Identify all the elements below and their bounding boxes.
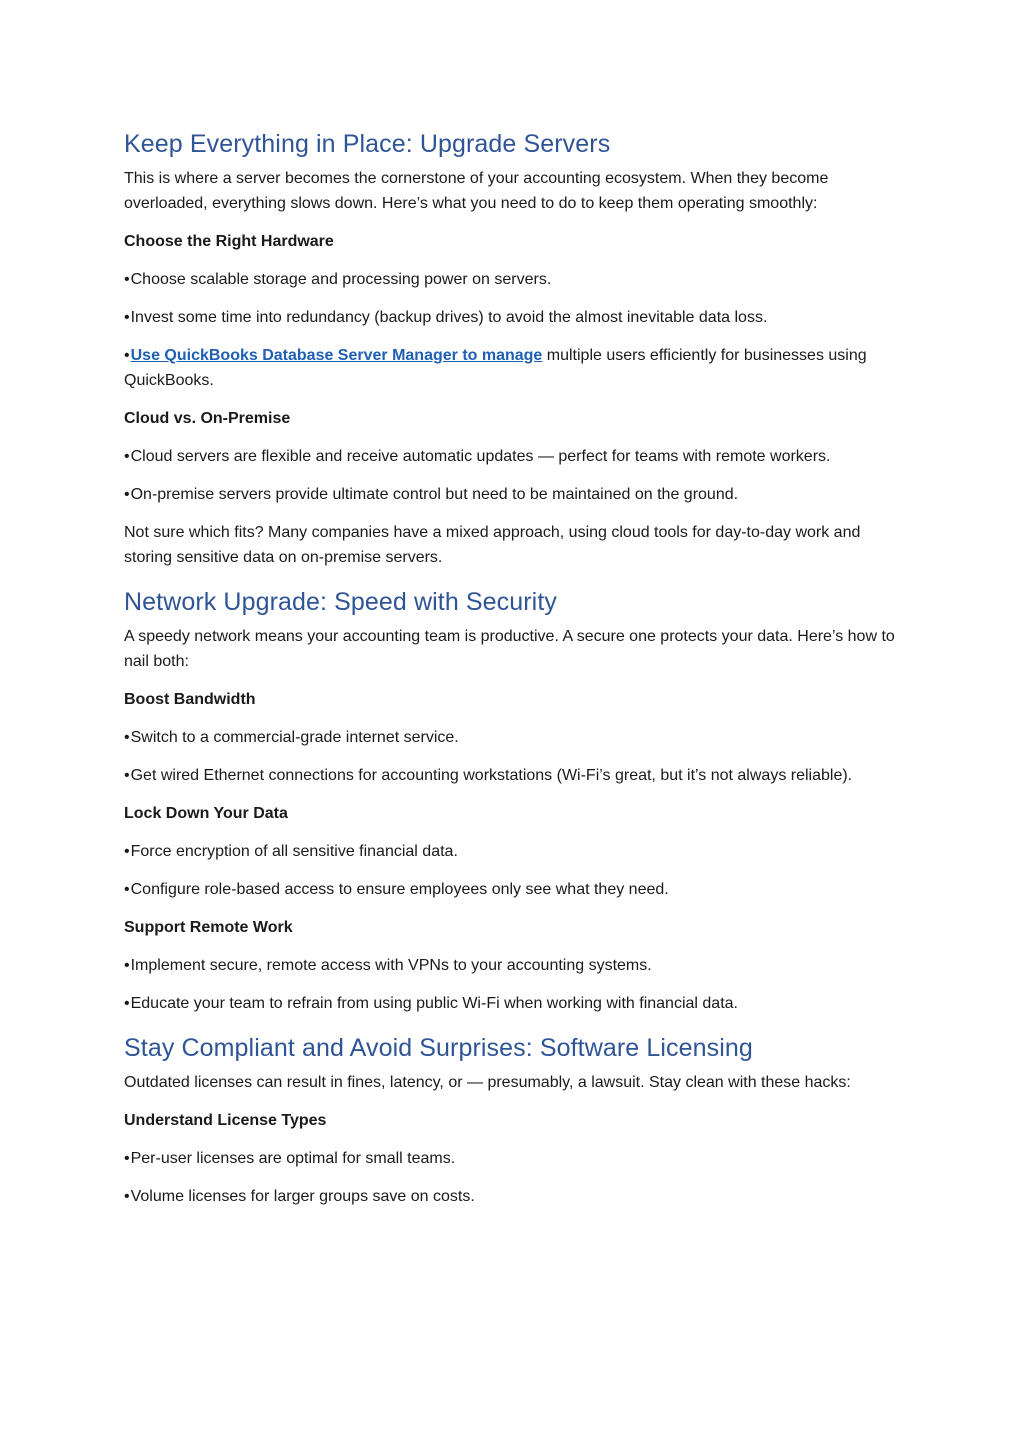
bullet-item: • Get wired Ethernet connections for accounting workstations (Wi-Fi’s great, but it’s not always reliable). bbox=[124, 763, 904, 788]
bullet-item: • Per-user licenses are optimal for small teams. bbox=[124, 1146, 904, 1171]
section-heading: Stay Compliant and Avoid Surprises: Software Licensing bbox=[124, 1034, 753, 1062]
quickbooks-database-server-manager-link[interactable]: Use QuickBooks Database Server Manager to manage bbox=[130, 347, 543, 364]
subheading: Lock Down Your Data bbox=[124, 805, 288, 822]
section-intro: This is where a server becomes the cornerstone of your accounting ecosystem. When they become overloaded, everything slows down. Here’s what you need to do to keep them operating smoothly: bbox=[124, 170, 829, 212]
bullet-item: • Cloud servers are flexible and receive automatic updates — perfect for teams with remote workers. bbox=[124, 444, 904, 469]
bullet-item: • Implement secure, remote access with VPNs to your accounting systems. bbox=[124, 953, 904, 978]
bullet-item-with-link bbox=[124, 343, 904, 393]
document-page bbox=[124, 128, 904, 1222]
section-network-upgrade bbox=[124, 586, 904, 1016]
subheading: Support Remote Work bbox=[124, 919, 293, 936]
section-upgrade-servers bbox=[124, 128, 904, 570]
bullet-item: • On-premise servers provide ultimate control but need to be maintained on the ground. bbox=[124, 482, 904, 507]
subheading: Cloud vs. On-Premise bbox=[124, 410, 291, 427]
bullet-item: • Invest some time into redundancy (backup drives) to avoid the almost inevitable data loss. bbox=[124, 305, 904, 330]
bullet-item: • Switch to a commercial-grade internet service. bbox=[124, 725, 904, 750]
section-intro: A speedy network means your accounting team is productive. A secure one protects your data. Here’s how to nail both: bbox=[124, 628, 895, 670]
subheading: Boost Bandwidth bbox=[124, 691, 256, 708]
section-intro: Outdated licenses can result in fines, latency, or — presumably, a lawsuit. Stay clean with these hacks: bbox=[124, 1074, 851, 1091]
section-software-licensing bbox=[124, 1032, 904, 1209]
bullet-item: • Force encryption of all sensitive financial data. bbox=[124, 839, 904, 864]
subheading: Choose the Right Hardware bbox=[124, 233, 334, 250]
bullet-item: • Volume licenses for larger groups save on costs. bbox=[124, 1184, 904, 1209]
bullet-item: • Choose scalable storage and processing power on servers. bbox=[124, 267, 904, 292]
section-heading: Keep Everything in Place: Upgrade Servers bbox=[124, 130, 611, 158]
section-closing: Not sure which fits? Many companies have a mixed approach, using cloud tools for day-to-day work and storing sensitive data on on-premise servers. bbox=[124, 524, 861, 566]
section-heading: Network Upgrade: Speed with Security bbox=[124, 588, 557, 616]
bullet-item: • Configure role-based access to ensure employees only see what they need. bbox=[124, 877, 904, 902]
bullet-item: • Educate your team to refrain from using public Wi-Fi when working with financial data. bbox=[124, 991, 904, 1016]
subheading: Understand License Types bbox=[124, 1112, 327, 1129]
bullet-text: multiple users efficiently for businesses using QuickBooks. bbox=[124, 347, 867, 389]
